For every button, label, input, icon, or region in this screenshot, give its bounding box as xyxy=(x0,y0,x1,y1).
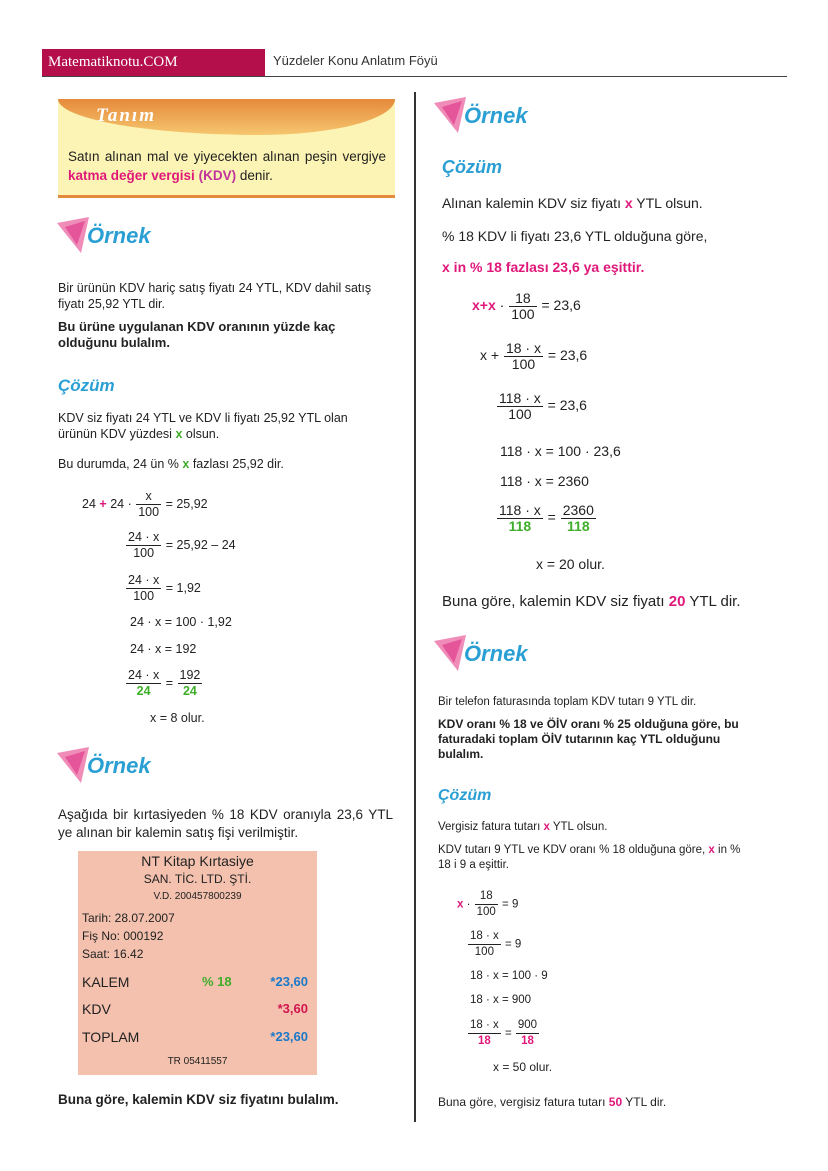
receipt-number: Fiş No: 000192 xyxy=(82,929,164,943)
site-name: Matematiknotu.COM xyxy=(42,49,265,76)
definition-box xyxy=(58,99,395,198)
example-heading: Örnek xyxy=(432,633,562,673)
equation-line: $\frac{118 \cdot x}{118}$ = $\frac{2360}{118}$ xyxy=(499,502,594,534)
example2-solution-highlight: x in % 18 fazlası 23,6 ya eşittir. xyxy=(442,259,645,275)
column-divider xyxy=(414,92,416,1122)
equation-line: 18 · x = 100 · 9 xyxy=(470,970,548,982)
equation-line: 18 · x = 900 xyxy=(470,994,532,1006)
receipt-company: SAN. TİC. LTD. ŞTİ. xyxy=(143,872,252,886)
example1-solution-text: KDV siz fiyatı 24 YTL ve KDV li fiyatı 25,92 YTL olan ürünün KDV yüzdesi x olsun. xyxy=(58,411,348,441)
equation-line: $\frac{24 \cdot x}{100}$ = 1,92 xyxy=(128,573,201,603)
solution-heading: Çözüm xyxy=(58,376,115,395)
example1-question: Bir ürünün KDV hariç satış fiyatı 24 YTL, KDV dahil satış fiyatı 25,92 YTL dir. xyxy=(58,281,372,311)
equation-line: 118 · x = 2360 xyxy=(500,473,589,489)
receipt-kdv-label: KDV xyxy=(82,1001,111,1017)
equation-line: $\frac{18 \cdot x}{18}$ = $\frac{900}{18}$ xyxy=(470,1019,538,1047)
example2-solution-text: Alınan kalemin KDV siz fiyatı x YTL olsun. xyxy=(442,195,703,211)
receipt-tax-office: V.D. 200457800239 xyxy=(153,891,242,902)
equation-result: x = 20 olur. xyxy=(536,556,605,572)
receipt-item-value: *23,60 xyxy=(270,974,308,989)
receipt-store: NT Kitap Kırtasiye xyxy=(141,853,254,869)
equation-result: x = 8 olur. xyxy=(150,711,205,725)
equation-line: 24 + 24 · $\frac{x}{100}$ = 25,92 xyxy=(82,489,208,519)
equation-result: x = 50 olur. xyxy=(493,1060,553,1074)
example2-solution-text2: % 18 KDV li fiyatı 23,6 YTL olduğuna göre, xyxy=(442,228,708,244)
header-divider xyxy=(42,76,787,77)
example2-task: Buna göre, kalemin KDV siz fiyatını bulalım. xyxy=(58,1092,339,1107)
solution-heading: Çözüm xyxy=(438,787,492,804)
example2-result: Buna göre, kalemin KDV siz fiyatı 20 YTL dir. xyxy=(442,593,741,610)
example3-result: Buna göre, vergisiz fatura tutarı 50 YTL dir. xyxy=(438,1095,667,1109)
example1-solution-text2: Bu durumda, 24 ün % x fazlası 25,92 dir. xyxy=(58,457,284,471)
equation-line: x+x · $\frac{18}{100}$ = 23,6 xyxy=(472,290,581,322)
receipt-total-label: TOPLAM xyxy=(82,1029,140,1045)
receipt-date: Tarih: 28.07.2007 xyxy=(82,911,175,925)
example2-question: Aşağıda bir kırtasiyeden % 18 KDV oranıyla 23,6 YTL ye alınan bir kalemin satış fişi verilmiştir. xyxy=(58,807,393,840)
equation-line: 24 · x = 192 xyxy=(130,642,197,656)
example-heading: Örnek xyxy=(55,745,185,785)
example1-task: Bu ürüne uygulanan KDV oranının yüzde kaç olduğunu bulalım. xyxy=(58,319,336,350)
definition-text: Satın alınan mal ve yiyecekten alınan peşin vergiye katma değer vergisi (KDV) denir. xyxy=(68,149,386,183)
receipt-item-label: KALEM xyxy=(82,974,130,990)
definition-title: Tanım xyxy=(96,105,156,126)
receipt xyxy=(78,851,317,1075)
example3-solution-text2: KDV tutarı 9 YTL ve KDV oranı % 18 olduğuna göre, x in % 18 i 9 a eşittir. xyxy=(438,844,741,871)
equation-line: 118 · x = 100 · 23,6 xyxy=(500,443,621,459)
example3-question: Bir telefon faturasında toplam KDV tutarı 9 YTL dir. xyxy=(438,696,697,708)
example-heading: Örnek xyxy=(55,215,185,255)
receipt-time: Saat: 16.42 xyxy=(82,947,144,961)
receipt-kdv-value: *3,60 xyxy=(277,1001,308,1016)
equation-line: $\frac{24 \cdot x}{24}$ = $\frac{192}{24}$ xyxy=(128,668,201,698)
equation-line: $\frac{118 \cdot x}{100}$ = 23,6 xyxy=(499,390,587,422)
receipt-register: TR 05411557 xyxy=(167,1056,228,1067)
example3-task: KDV oranı % 18 ve ÖİV oranı % 25 olduğuna göre, bu faturadaki toplam ÖİV tutarının kaç YTL olduğunu bulalım. xyxy=(438,717,739,761)
example-heading: Örnek xyxy=(432,95,562,135)
receipt-total-value: *23,60 xyxy=(270,1029,308,1044)
example3-solution-text: Vergisiz fatura tutarı x YTL olsun. xyxy=(438,821,608,833)
equation-line: $\frac{24 \cdot x}{100}$ = 25,92 – 24 xyxy=(128,530,236,560)
equation-line: $\frac{18 \cdot x}{100}$ = 9 xyxy=(470,930,522,958)
equation-line: 24 · x = 100 · 1,92 xyxy=(130,615,232,629)
equation-line: x + $\frac{18 \cdot x}{100}$ = 23,6 xyxy=(480,340,588,372)
solution-heading: Çözüm xyxy=(442,157,502,177)
equation-line: x · $\frac{18}{100}$ = 9 xyxy=(457,890,519,918)
receipt-item-rate: % 18 xyxy=(202,974,232,989)
document-title: Yüzdeler Konu Anlatım Föyü xyxy=(273,53,438,68)
